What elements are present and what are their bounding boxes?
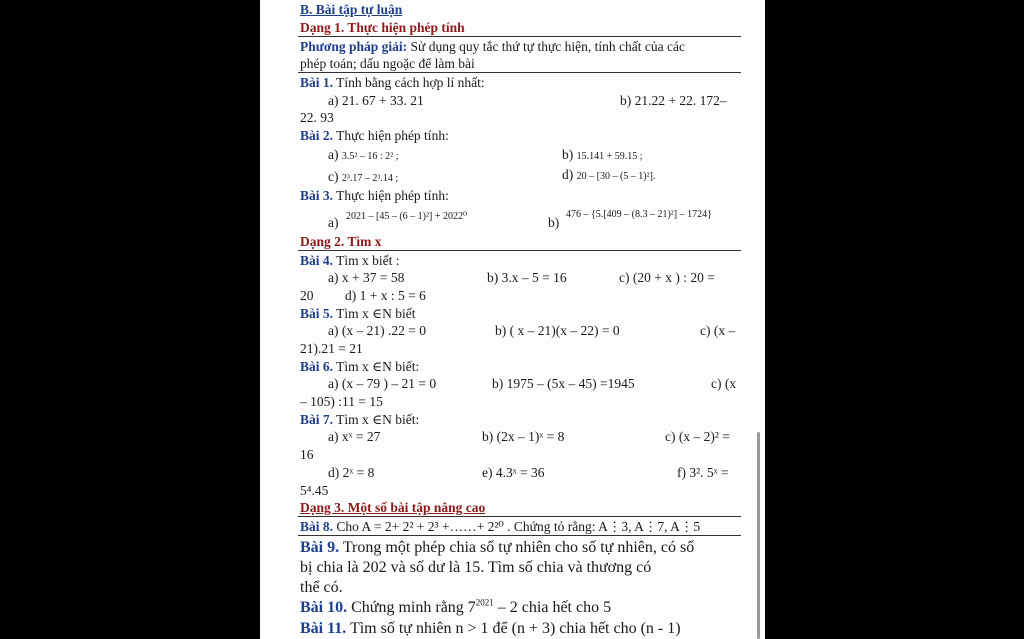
bai2-a-label: a) [328, 147, 342, 162]
bai11-text: Tìm số tự nhiên n > 1 để (n + 3) chia hết cho (n - 1) [346, 620, 681, 637]
bai10-text-pre: Chứng minh rằng 7 [347, 599, 476, 616]
bai7-f: f) 3². 5ˣ = [677, 465, 729, 480]
bai3-label: Bài 3. [300, 188, 334, 203]
bai2-b-label: b) [562, 147, 577, 162]
bai4-c: c) (20 + x ) : 20 = [619, 270, 715, 285]
dang1-title: Dạng 1. Thực hiện phép tính [300, 20, 465, 35]
bai1-a: a) 21. 67 + 33. 21 [328, 93, 424, 108]
method-label: Phương pháp giải: [300, 39, 408, 54]
bai2-heading [300, 128, 449, 144]
bai5-a: a) (x – 21) .22 = 0 [328, 323, 426, 338]
bai10 [300, 598, 611, 618]
bai5-b: b) ( x – 21)(x – 22) = 0 [495, 323, 620, 338]
divider [298, 516, 741, 517]
bai4-a: a) x + 37 = 58 [328, 270, 405, 285]
bai7-d: d) 2ˣ = 8 [328, 465, 375, 480]
method-text-1: Sử dụng quy tắc thứ tự thực hiện, tính chất của các [407, 39, 685, 54]
dang2-title: Dạng 2. Tìm x [300, 234, 382, 249]
bai11 [300, 619, 681, 639]
bai2-a [328, 147, 398, 165]
bai5-c-cont: 21).21 = 21 [300, 341, 363, 356]
bai2-c [328, 169, 398, 187]
bai9-label: Bài 9. [300, 539, 340, 556]
bai5-label: Bài 5. [300, 306, 334, 321]
bai1-text: Tính bằng cách hợp lí nhất: [333, 75, 485, 90]
bai2-b-expr: 15.141 + 59.15 ; [576, 151, 643, 162]
bai7-c-cont: 16 [300, 447, 314, 462]
bai5-heading [300, 306, 416, 322]
bai1-label: Bài 1. [300, 75, 334, 90]
bai3-b-expr: 476 – {5.[409 – (8.3 – 21)²] – 1724} [566, 209, 712, 220]
bai7-heading [300, 412, 419, 428]
bai6-text: Tìm x ∈N biết: [333, 359, 420, 374]
bai2-d-label: d) [562, 167, 577, 182]
bai5-c: c) (x – [700, 323, 736, 338]
bai7-a: a) xˣ = 27 [328, 429, 381, 444]
method-line-1 [300, 39, 685, 55]
method-line-2: phép toán; dấu ngoặc để làm bài [300, 56, 475, 71]
bai7-e: e) 4.3ˣ = 36 [482, 465, 545, 480]
bai2-b [562, 147, 643, 165]
divider [298, 72, 741, 73]
bai7-b: b) (2x – 1)ˣ = 8 [482, 429, 565, 444]
bai8-label: Bài 8. [300, 519, 334, 534]
bai7-f-cont: 5⁴.45 [300, 483, 329, 498]
divider [298, 250, 741, 251]
bai8-text: Cho A = 2+ 2² + 2³ +……+ 2²⁰ . Chứng tỏ rằng: A⋮3, A⋮7, A⋮5 [333, 519, 701, 534]
bai10-label: Bài 10. [300, 599, 348, 616]
divider [298, 535, 741, 536]
bai6-c-cont: – 105) :11 = 15 [300, 394, 383, 409]
bai4-c-cont: 20 [300, 288, 314, 303]
bai6-c: c) (x [711, 376, 737, 391]
section-heading: B. Bài tập tự luận [300, 2, 403, 17]
bai4-b: b) 3.x – 5 = 16 [487, 270, 567, 285]
bai9-line-1 [300, 538, 694, 558]
bai1-heading [300, 75, 485, 91]
bai6-label: Bài 6. [300, 359, 334, 374]
bai11-label: Bài 11. [300, 620, 347, 637]
bai3-a-expr: 2021 – [45 – (6 – 1)²] + 2022⁰ [346, 211, 467, 222]
bai6-a: a) (x – 79 ) – 21 = 0 [328, 376, 437, 391]
bai4-text: Tìm x biết : [333, 253, 400, 268]
bai7-label: Bài 7. [300, 412, 334, 427]
bai10-exponent: 2021 [475, 597, 494, 608]
bai3-a-label: a) [328, 215, 339, 230]
bai7-text: Tìm x ∈N biết: [333, 412, 420, 427]
bai2-a-expr: 3.5² – 16 : 2² ; [341, 151, 399, 162]
bai4-d: d) 1 + x : 5 = 6 [345, 288, 426, 303]
bai8 [300, 519, 700, 535]
bai3-heading [300, 188, 449, 204]
bai6-heading [300, 359, 419, 375]
bai7-c: c) (x – 2)² = [665, 429, 730, 444]
bai3-text: Thực hiện phép tính: [333, 188, 449, 203]
bai3-b-label: b) [548, 215, 560, 230]
bai9-line-3: thể có. [300, 579, 343, 596]
bai5-text: Tìm x ∈N biết [333, 306, 416, 321]
bai2-d-expr: 20 – [30 – (5 – 1)²]. [576, 171, 656, 182]
bai9-text-1: Trong một phép chia số tự nhiên cho số tự nhiên, có số [339, 539, 695, 556]
bai2-text: Thực hiện phép tính: [333, 128, 449, 143]
bai4-label: Bài 4. [300, 253, 334, 268]
dang3-title: Dạng 3. Một số bài tập nâng cao [300, 500, 486, 515]
bai9-line-2: bị chia là 202 và số dư là 15. Tìm số chia và thương có [300, 559, 652, 576]
bai1-b-cont: 22. 93 [300, 110, 334, 125]
bai1-b: b) 21.22 + 22. 172– [620, 93, 727, 108]
bai2-c-expr: 2³.17 – 2³.14 ; [341, 173, 399, 184]
bai2-d [562, 167, 655, 185]
scrollbar[interactable] [757, 432, 760, 639]
bai2-label: Bài 2. [300, 128, 334, 143]
bai2-c-label: c) [328, 169, 342, 184]
bai4-heading [300, 253, 400, 269]
divider [298, 36, 741, 37]
bai10-text-post: – 2 chia hết cho 5 [493, 599, 612, 616]
bai6-b: b) 1975 – (5x – 45) =1945 [492, 376, 635, 391]
